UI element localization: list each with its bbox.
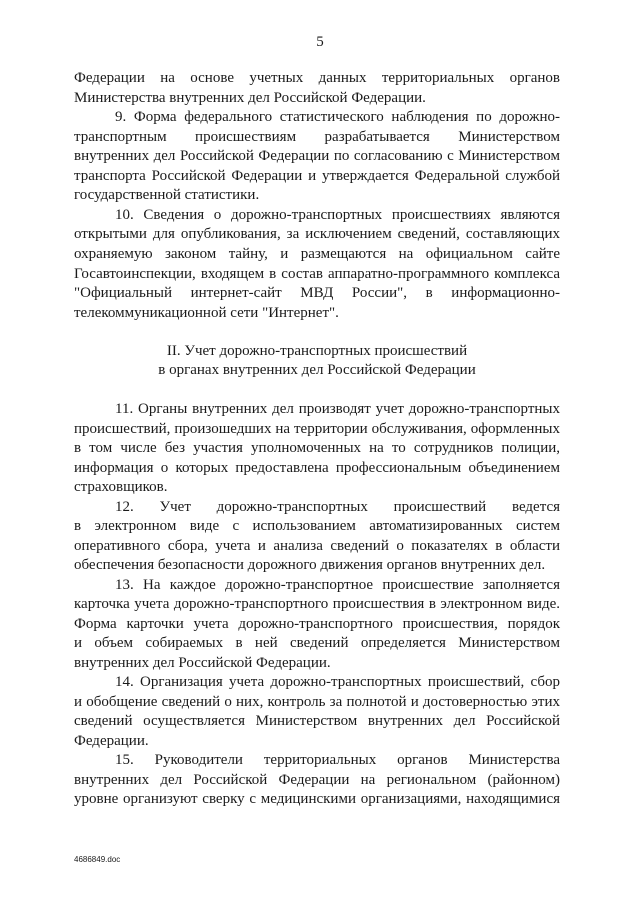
text-line: транспорта Российской Федерации и утверждается Федеральной службой [74, 168, 560, 184]
text-line: Форма карточки учета дорожно-транспортного происшествия, порядок [74, 616, 560, 632]
document-code: 4686849.doc [74, 855, 121, 864]
text-line: телекоммуникационной сети "Интернет". [74, 305, 339, 321]
section-heading: II. Учет дорожно-транспортных происшествий [166, 343, 468, 359]
text-line: происшествий, произошедших на территории обслуживания, оформленных [74, 421, 560, 437]
text-line: 11. Органы внутренних дел производят учет дорожно-транспортных [115, 401, 560, 417]
text-line: 12. Учет дорожно-транспортных происшествий ведется [115, 499, 560, 515]
text-line: обеспечения безопасности дорожного движения органов внутренних дел. [74, 557, 546, 573]
text-line: транспортным происшествиям разрабатывается Министерством [74, 129, 560, 145]
section-heading: в органах внутренних дел Российской Федерации [158, 362, 476, 378]
text-line: "Официальный интернет-сайт МВД России", в информационно- [74, 285, 560, 301]
text-line: государственной статистики. [74, 187, 260, 203]
text-line: Министерства внутренних дел Российской Федерации. [74, 90, 426, 106]
text-line: и обобщение сведений о них, контроль за полнотой и достоверностью этих [74, 694, 560, 710]
text-line: открытыми для опубликования, за исключением сведений, составляющих [74, 226, 560, 242]
text-line: 15. Руководители территориальных органов Министерства [115, 752, 560, 768]
text-line: информация о которых предоставлена профессиональным объединением [74, 460, 560, 476]
text-line: охраняемую законом тайну, и размещаются на официальном сайте [74, 246, 560, 262]
text-line: Госавтоинспекции, входящем в состав аппаратно-программного комплекса [74, 266, 560, 282]
text-line: внутренних дел Российской Федерации по согласованию с Министерством [74, 148, 560, 164]
text-line: и объем собираемых в ней сведений определяется Министерством [74, 635, 560, 651]
text-line: в том числе без участия уполномоченных на то сотрудников полиции, [74, 440, 560, 456]
text-line: в электронном виде с использованием автоматизированных систем [74, 518, 560, 534]
text-line: оперативного сбора, учета и анализа сведений о показателях в области [74, 538, 560, 554]
text-line: 14. Организация учета дорожно-транспортных происшествий, сбор [115, 674, 560, 690]
text-line: 13. На каждое дорожно-транспортное происшествие заполняется [115, 577, 560, 593]
text-line: внутренних дел Российской Федерации на региональном (районном) [74, 772, 560, 788]
text-line: Федерации на основе учетных данных территориальных органов [74, 70, 560, 86]
text-line: Федерации. [74, 733, 149, 749]
text-line: 10. Сведения о дорожно-транспортных происшествиях являются [115, 207, 560, 223]
text-line: 9. Форма федерального статистического наблюдения по дорожно- [115, 109, 560, 125]
page-number: 5 [316, 34, 324, 50]
text-line: страховщиков. [74, 479, 168, 495]
text-line: сведений осуществляется Министерством внутренних дел Российской [74, 713, 560, 729]
text-line: уровне организуют сверку с медицинскими организациями, находящимися [74, 791, 560, 807]
text-line: карточка учета дорожно-транспортного происшествия в электронном виде. [74, 596, 560, 612]
text-line: внутренних дел Российской Федерации. [74, 655, 331, 671]
